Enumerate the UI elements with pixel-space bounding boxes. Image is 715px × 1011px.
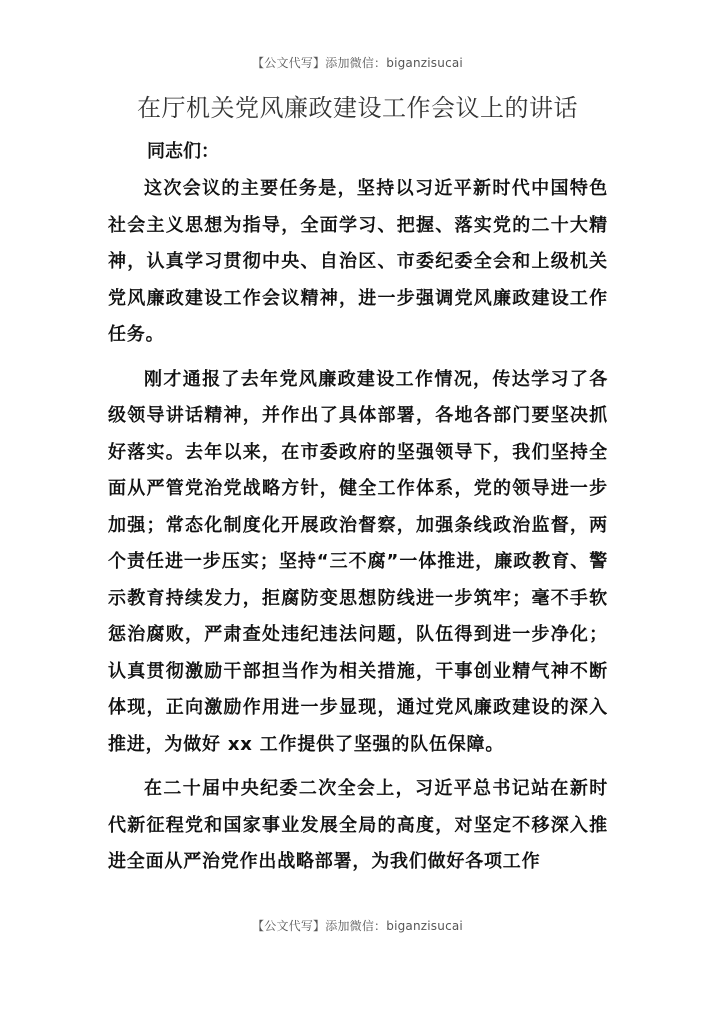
paragraph-2: 刚才通报了去年党风廉政建设工作情况，传达学习了各级领导讲话精神，并作出了具体部署，各地各部门要坚决抓好落实。去年以来，在市委政府的坚强领导下，我们坚持全面从严管党治党战略方针，健全工作体系，党的领导进一步加强；常态化制度化开展政治督察，加强条线政治监督，两个责任进一步压实；坚持“三不腐”一体推进，廉政教育、警示教育持续发力，拒腐防变思想防线进一步筑牢；毫不手软惩治腐败，严肃查处违纪违法问题，队伍得到进一步净化；认真贯彻激励干部担当作为相关措施，干事创业精气神不断体现，正向激励作用进一步显现，通过党风廉政建设的深入推进，为做好 xx 工作提供了坚强的队伍保障。 [108,368,608,755]
salutation: 同志们： [147,141,219,162]
header-watermark-note: 【公文代写】添加微信：biganzisucai [252,56,463,70]
document-body [108,171,608,889]
paragraph-1: 这次会议的主要任务是，坚持以习近平新时代中国特色社会主义思想为指导，全面学习、把握、落实党的二十大精神，认真学习贯彻中央、自治区、市委纪委全会和上级机关党风廉政建设工作会议精神，进一步强调党风廉政建设工作任务。 [108,178,608,345]
paragraph-3: 在二十届中央纪委二次全会上，习近平总书记站在新时代新征程党和国家事业发展全局的高度，对坚定不移深入推进全面从严治党作出战略部署，为我们做好各项工作 [108,778,608,872]
footer-watermark-note: 【公文代写】添加微信：biganzisucai [252,919,463,933]
document-title: 在厅机关党风廉政建设工作会议上的讲话 [137,94,578,122]
